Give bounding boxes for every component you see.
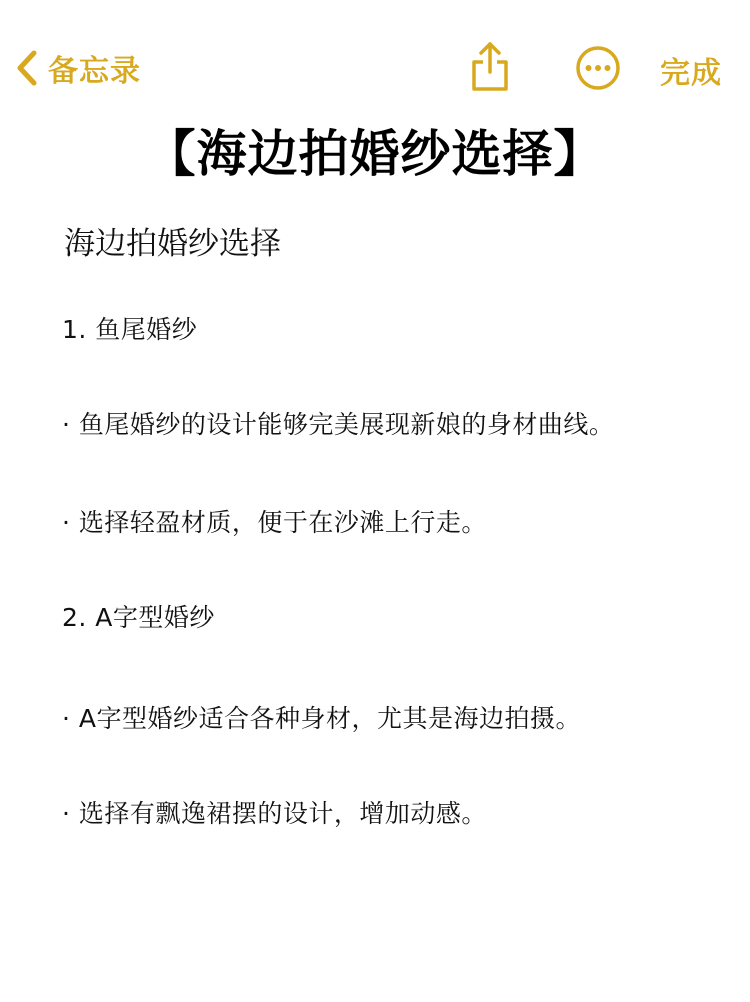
bullet-a-line-2: · 选择有飘逸裙摆的设计，增加动感。 bbox=[62, 799, 487, 828]
back-button[interactable] bbox=[14, 44, 141, 92]
section-heading-a-line: 2. A字型婚纱 bbox=[62, 603, 215, 632]
bullet-a-line-1: · A字型婚纱适合各种身材，尤其是海边拍摄。 bbox=[62, 704, 581, 733]
back-label: 备忘录 bbox=[48, 54, 141, 89]
bullet-mermaid-1: · 鱼尾婚纱的设计能够完美展现新娘的身材曲线。 bbox=[62, 410, 615, 439]
note-title: 【海边拍婚纱选择】 bbox=[145, 125, 605, 183]
section-heading-mermaid: 1. 鱼尾婚纱 bbox=[62, 315, 198, 344]
chevron-left-icon bbox=[14, 48, 40, 88]
more-icon[interactable] bbox=[575, 45, 621, 95]
share-icon[interactable] bbox=[470, 40, 510, 98]
done-button[interactable]: 完成 bbox=[660, 56, 722, 91]
navigation-bar bbox=[0, 0, 750, 130]
note-subtitle: 海边拍婚纱选择 bbox=[64, 226, 281, 262]
bullet-mermaid-2: · 选择轻盈材质，便于在沙滩上行走。 bbox=[62, 508, 487, 537]
